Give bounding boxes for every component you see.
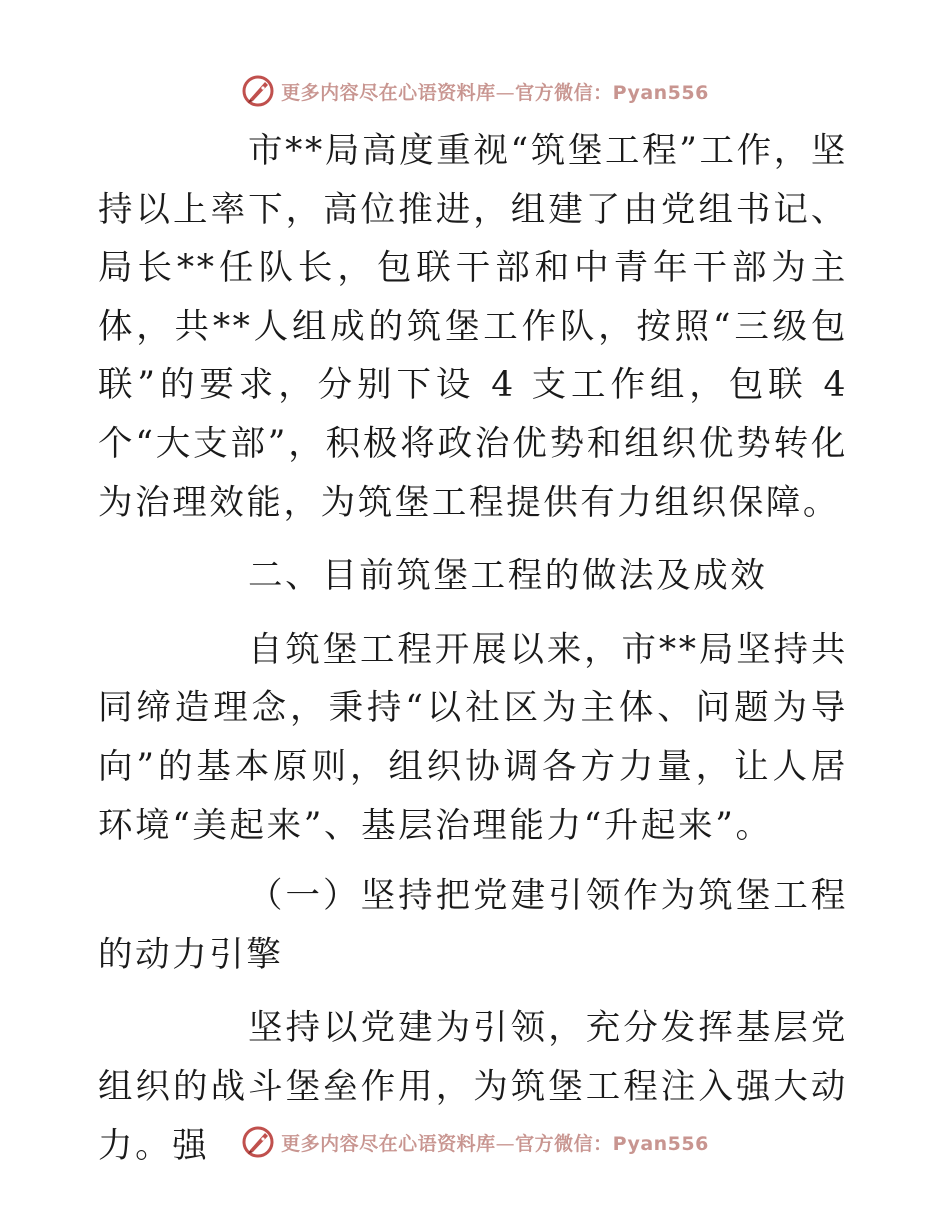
header-watermark-banner (0, 71, 950, 111)
watermark-text (281, 1129, 709, 1156)
watermark-site-name: 更多内容尽在心语资料库 (281, 81, 496, 104)
quill-pen-logo-icon (241, 74, 275, 108)
watermark-wechat-id: Pyan556 (612, 1132, 709, 1155)
document-body (98, 122, 848, 1175)
subsection-heading: （一）坚持把党建引领作为筑堡工程的动力引擎 (98, 876, 848, 975)
watermark-wechat-id: Pyan556 (612, 81, 709, 104)
body-paragraph: 坚持以党建为引领，充分发挥基层党组织的战斗堡垒作用，为筑堡工程注入强大动力。强 (98, 1008, 848, 1166)
watermark-text (281, 78, 709, 105)
watermark-separator: — (495, 81, 516, 104)
watermark-wechat-label: 官方微信： (515, 81, 613, 104)
watermark-group (241, 74, 709, 108)
footer-watermark-banner (0, 1122, 950, 1162)
body-paragraph: 市**局高度重视“筑堡工程”工作，坚持以上率下，高位推进，组建了由党组书记、局长**任队长，包联干部和中青年干部为主体，共**人组成的筑堡工作队，按照“三级包联”的要求，分别下设 4 支工作组，包联 4 个“大支部”，积极将政治优势和组织优势转化为治理效能，为筑堡工程提供有力组织保障。 (98, 131, 848, 523)
watermark-wechat-label: 官方微信： (515, 1132, 613, 1155)
section-heading: 二、目前筑堡工程的做法及成效 (248, 556, 768, 597)
watermark-site-name: 更多内容尽在心语资料库 (281, 1132, 496, 1155)
quill-pen-logo-icon (241, 1125, 275, 1159)
body-paragraph: 自筑堡工程开展以来，市**局坚持共同缔造理念，秉持“以社区为主体、问题为导向”的基本原则，组织协调各方力量，让人居环境“美起来”、基层治理能力“升起来”。 (98, 629, 848, 846)
watermark-separator: — (495, 1132, 516, 1155)
watermark-group (241, 1125, 709, 1159)
